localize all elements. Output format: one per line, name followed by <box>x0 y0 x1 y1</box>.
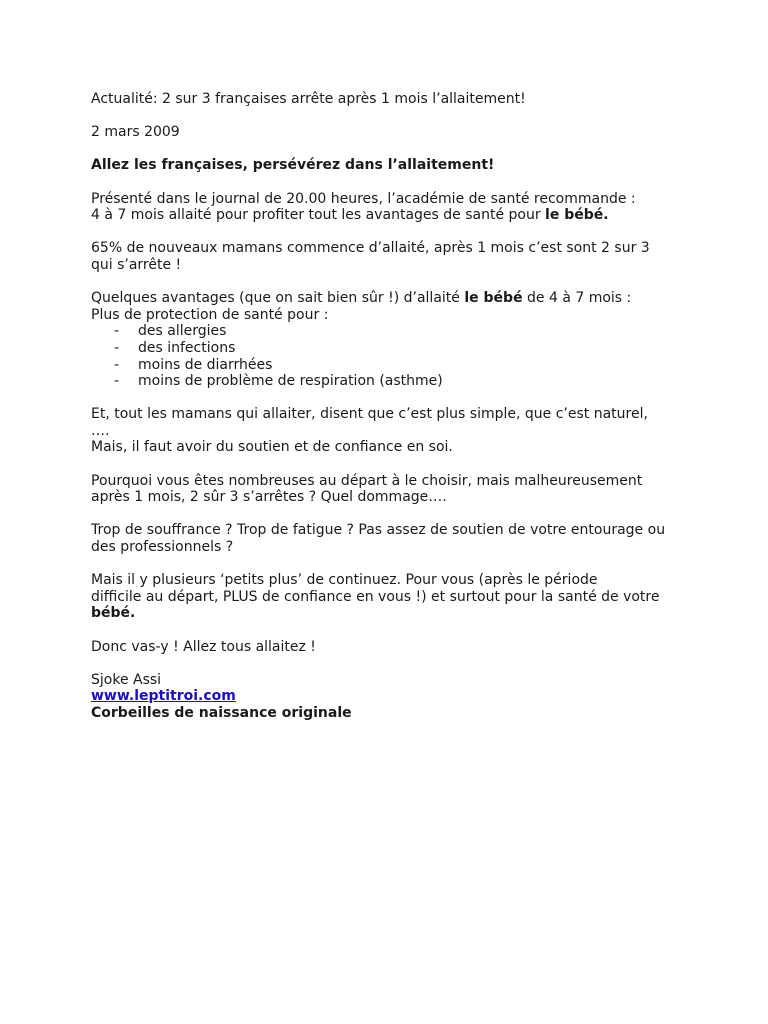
document-page <box>91 91 691 722</box>
text-run: de 4 à 7 mois : <box>522 290 632 307</box>
closing-line: Donc vas-y ! Allez tous allaitez ! <box>91 638 316 655</box>
bullet-dash: - <box>114 339 120 356</box>
paragraph-line: Mais il y plusieurs ‘petits plus’ de continuez. Pour vous (après le période <box>91 572 598 589</box>
paragraph-recommendation <box>91 191 691 224</box>
paragraph-line: Mais, il faut avoir du soutien et de confiance en soi. <box>91 439 453 456</box>
list-item-text: moins de problème de respiration (asthme) <box>138 373 443 390</box>
paragraph-benefits <box>91 572 691 622</box>
date: 2 mars 2009 <box>91 124 180 141</box>
website-line <box>91 688 691 705</box>
tagline: Corbeilles de naissance originale <box>91 704 352 721</box>
list-item <box>91 323 691 340</box>
paragraph-reasons <box>91 522 691 555</box>
paragraph-line: des professionnels ? <box>91 539 234 556</box>
paragraph-question <box>91 473 691 506</box>
paragraph-advantages <box>91 290 691 390</box>
headline: Actualité: 2 sur 3 françaises arrête après 1 mois l’allaitement! <box>91 91 526 107</box>
paragraph-line: …. <box>91 422 110 439</box>
paragraph-line: Plus de protection de santé pour : <box>91 306 329 323</box>
advantages-list <box>91 323 691 389</box>
list-item <box>91 357 691 374</box>
list-item-text: des allergies <box>138 323 227 340</box>
paragraph-line: 65% de nouveaux mamans commence d’allaité, après 1 mois c’est sont 2 sur 3 <box>91 240 650 257</box>
article-title: Allez les françaises, persévérez dans l’allaitement! <box>91 157 495 174</box>
paragraph-line: Présenté dans le journal de 20.00 heures, l’académie de santé recommande : <box>91 190 636 207</box>
text-run: 4 à 7 mois allaité pour profiter tout les avantages de santé pour <box>91 207 546 224</box>
paragraph-line: qui s’arrête ! <box>91 256 182 273</box>
paragraph-line: Trop de souffrance ? Trop de fatigue ? Pas assez de soutien de votre entourage ou <box>91 522 666 539</box>
author-name: Sjoke Assi <box>91 671 162 688</box>
paragraph-line: bébé. <box>91 605 136 622</box>
list-item-text: moins de diarrhées <box>138 356 273 373</box>
paragraph-line: difficile au départ, PLUS de confiance en vous !) et surtout pour la santé de votre <box>91 588 660 605</box>
list-item-text: des infections <box>138 339 236 356</box>
paragraph-line: Et, tout les mamans qui allaiter, disent que c’est plus simple, que c’est naturel, <box>91 406 648 423</box>
bold-text: le bébé. <box>545 207 609 224</box>
paragraph-statistic <box>91 240 691 273</box>
bold-text: le bébé <box>464 290 523 307</box>
paragraph-line: Pourquoi vous êtes nombreuses au départ à le choisir, mais malheureusement <box>91 472 643 489</box>
list-item <box>91 373 691 390</box>
paragraph-line <box>91 207 691 224</box>
bullet-dash: - <box>114 356 120 373</box>
bullet-dash: - <box>114 323 120 340</box>
bullet-dash: - <box>114 373 120 390</box>
signature-block <box>91 672 691 722</box>
website-link[interactable]: www.leptitroi.com <box>91 688 236 705</box>
paragraph-testimony <box>91 406 691 456</box>
paragraph-line: après 1 mois, 2 sûr 3 s’arrêtes ? Quel dommage…. <box>91 489 447 506</box>
text-run: Quelques avantages (que on sait bien sûr !) d’allaité <box>91 290 465 307</box>
list-item <box>91 340 691 357</box>
paragraph-line <box>91 290 691 307</box>
